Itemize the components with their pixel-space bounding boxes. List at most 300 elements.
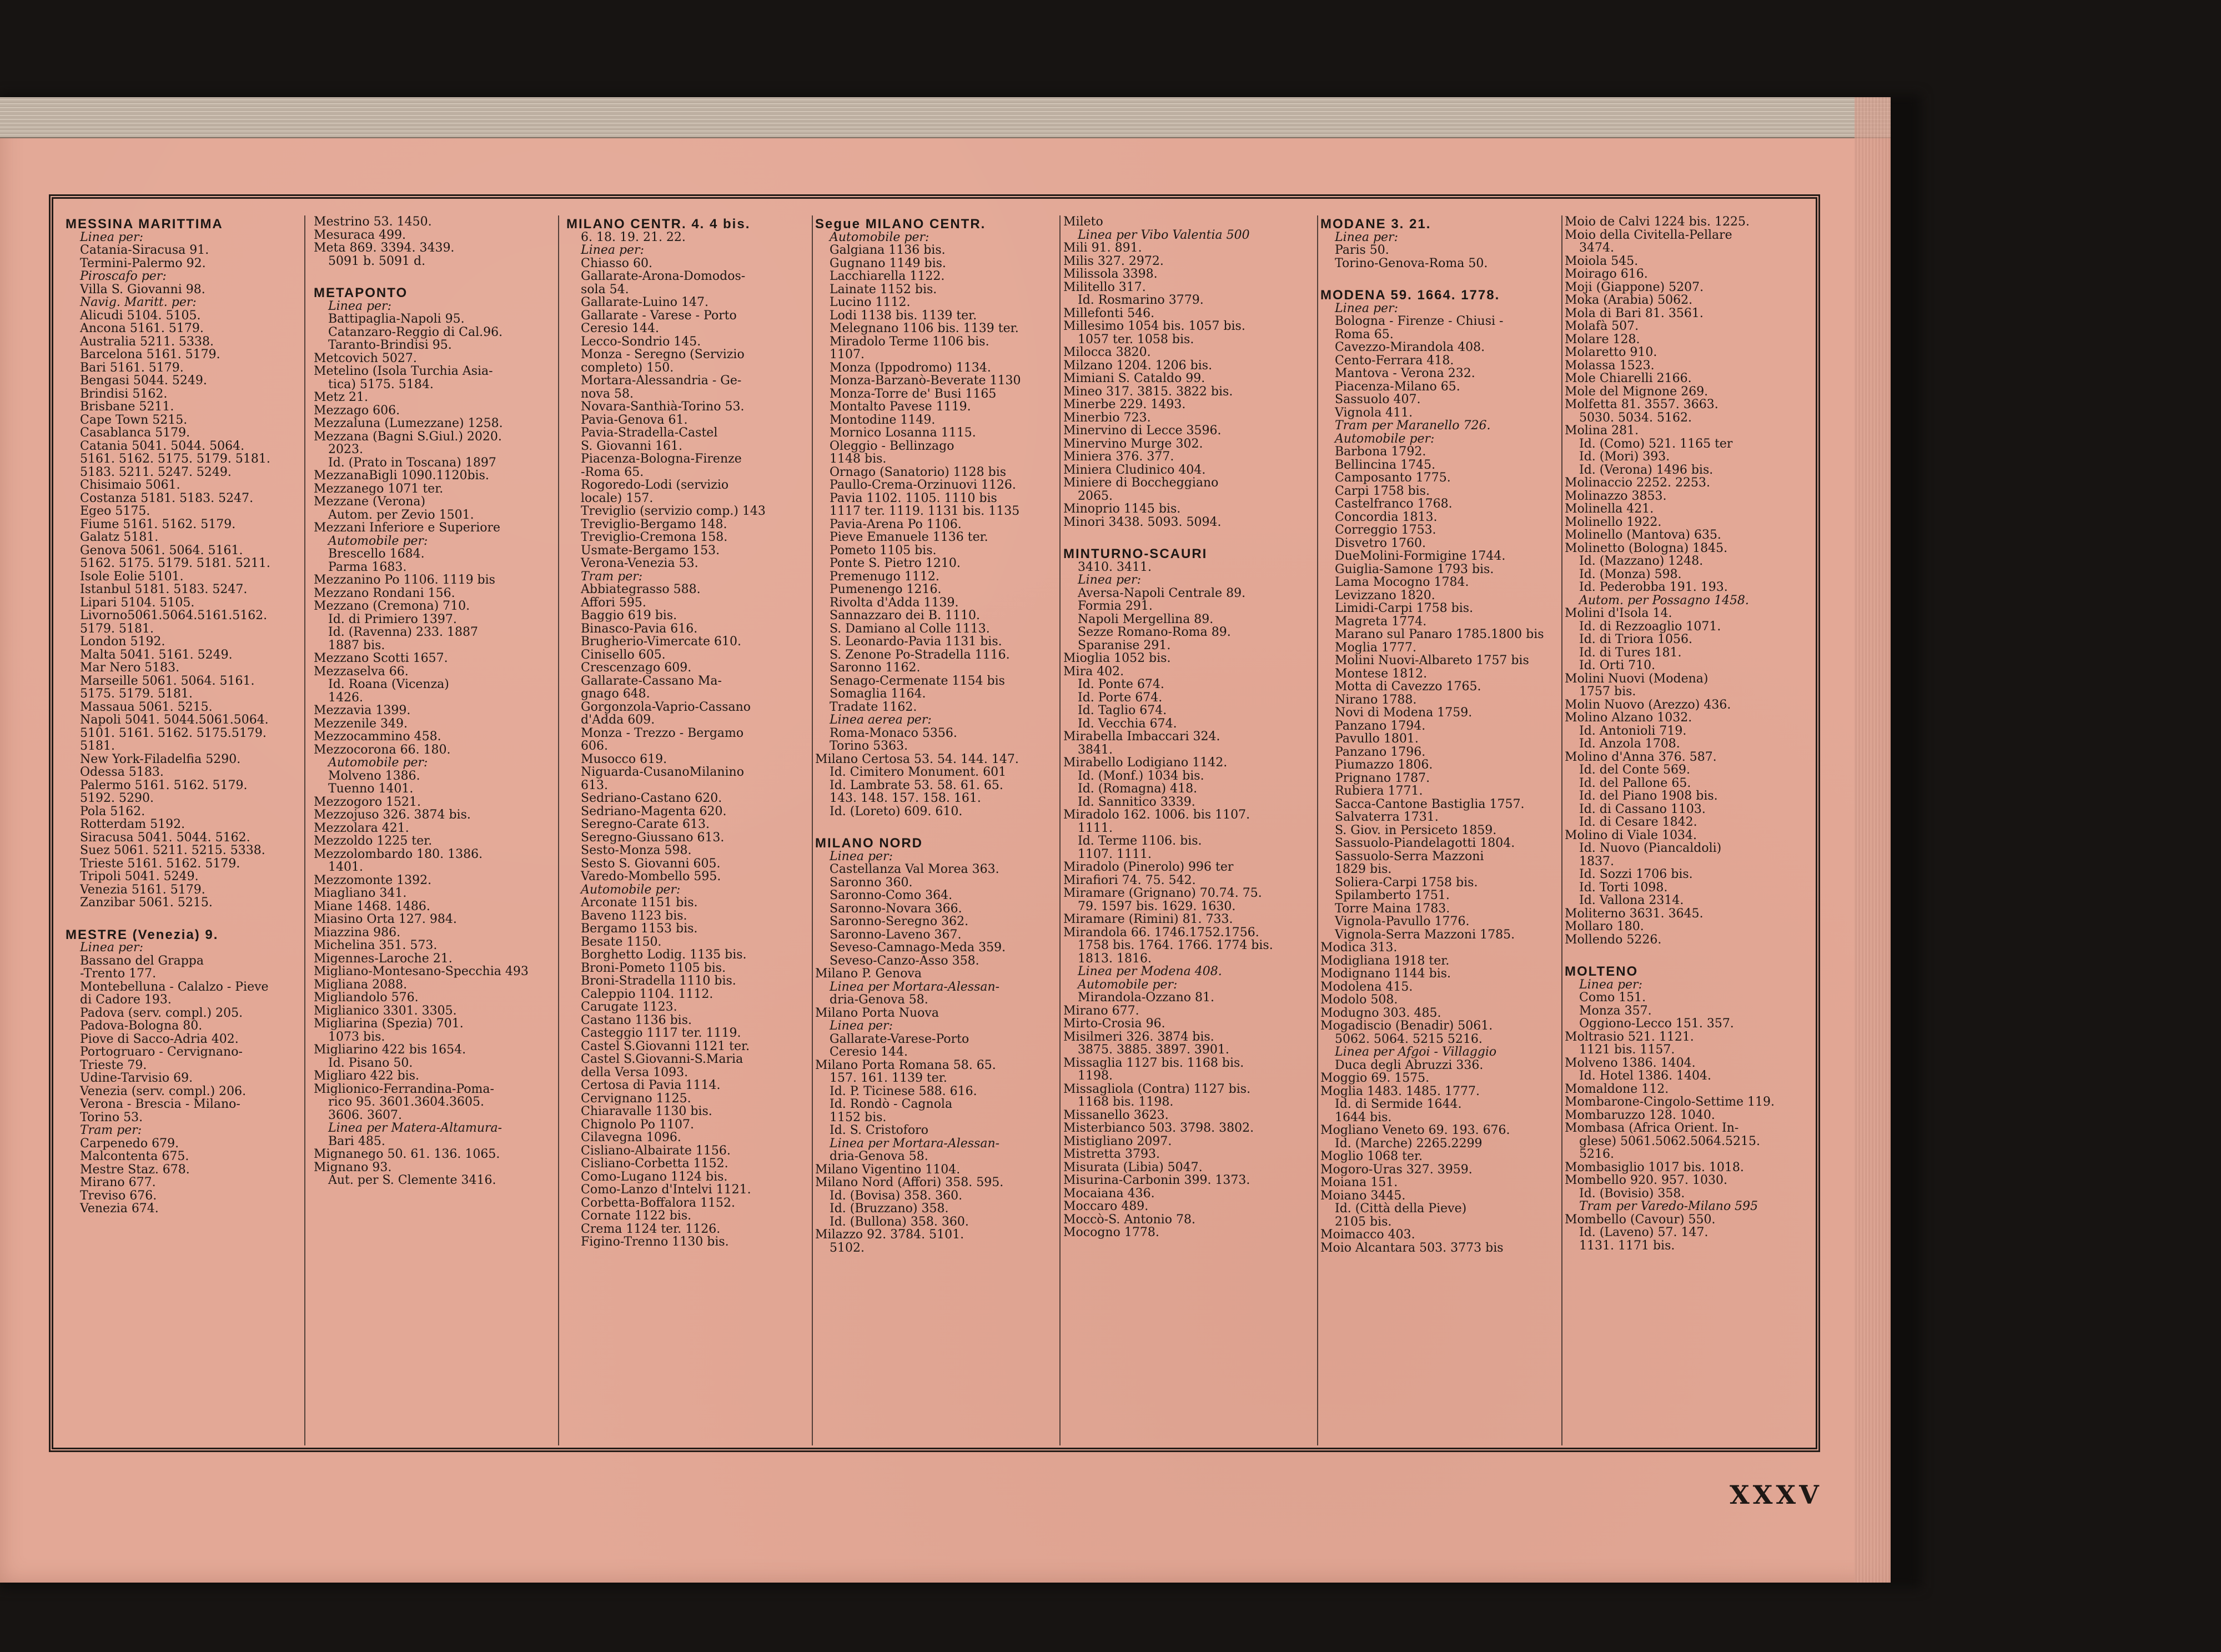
index-entry: Misilmeri 326. 3874 bis. [1063,1030,1214,1043]
index-entry: Cilavegna 1096. [581,1131,681,1144]
index-entry: Id. di Primiero 1397. [328,612,457,626]
index-entry: Saronno 1162. [830,661,921,675]
index-entry: 1121 bis. 1157. [1579,1043,1675,1057]
index-entry: Novi di Modena 1759. [1335,706,1473,720]
index-entry: Padova (serv. compl.) 205. [80,1006,243,1020]
index-entry: Carugate 1123. [581,1001,677,1014]
service-label: Linea per: [830,1020,893,1033]
index-entry: Piacenza-Bologna-Firenze [581,453,742,466]
index-entry: Migliano-Montesano-Specchia 493 [314,965,529,978]
index-entry: Sassuolo-Serra Mazzoni [1335,850,1484,863]
index-entry: Livorno5061.5064.5161.5162. [80,609,268,622]
station-heading: MESTRE (Venezia) 9. [66,928,219,941]
index-entry: Molafà 507. [1565,320,1639,333]
index-entry: Monza - Trezzo - Bergamo [581,726,744,740]
station-heading: Segue MILANO CENTR. [815,218,986,231]
station-heading: METAPONTO [314,287,408,300]
index-entry: Brescello 1684. [328,548,425,561]
index-entry: Moltrasio 521. 1121. [1565,1030,1694,1043]
index-entry: Molinetto (Bologna) 1845. [1565,541,1728,555]
service-label: Linea per: [1335,230,1398,244]
index-entry: London 5192. [80,635,165,649]
index-entry: Camposanto 1775. [1335,471,1451,485]
index-entry: Missanello 3623. [1063,1108,1169,1122]
index-entry: Pavia-Genova 61. [581,413,688,426]
index-entry: Mistretta 3793. [1063,1148,1160,1161]
index-entry: Mirandola 66. 1746.1752.1756. [1063,926,1259,939]
index-entry: Affori 595. [581,596,646,609]
index-entry: Spilamberto 1751. [1335,889,1450,902]
index-entry: 3606. 3607. [328,1108,402,1122]
index-entry: Crescenzago 609. [581,661,692,675]
index-entry: Mesuraca 499. [314,228,406,242]
index-entry: Premenugo 1112. [830,570,939,583]
service-label: Linea per: [80,941,143,955]
index-entry: Id. Rondò - Cagnola [830,1098,953,1111]
section-gap [314,268,552,284]
index-entry: dria-Genova 58. [830,1150,928,1163]
index-entry: Id. del Piano 1908 bis. [1579,790,1718,803]
service-label: Tram per: [80,1124,142,1137]
column-rule [1059,215,1061,1445]
index-entry: Lecco-Sondrio 145. [581,335,701,348]
index-entry: Modignano 1144 bis. [1320,967,1451,981]
index-entry: Mortara-Alessandria - Ge- [581,374,742,388]
index-entry: 1057 ter. 1058 bis. [1078,333,1194,346]
index-entry: DueMolini-Formigine 1744. [1335,550,1506,563]
index-entry: 1073 bis. [328,1030,385,1043]
index-entry: Gugnano 1149 bis. [830,257,946,270]
index-entry: Mezzani Inferiore e Superiore [314,521,501,535]
index-entry: Piumazzo 1806. [1335,759,1433,772]
index-entry: Gallarate-Varese-Porto [830,1032,969,1046]
index-entry: Id. (Monza) 598. [1579,568,1682,581]
index-entry: Miglionico-Ferrandina-Poma- [314,1082,494,1096]
index-entry: 5216. [1579,1148,1614,1161]
index-entry: Mileto [1063,215,1103,229]
index-entry: Mombello 920. 957. 1030. [1565,1174,1727,1187]
service-label: Tram per Maranello 726. [1335,419,1491,433]
service-label: Linea per: [830,850,893,863]
station-heading: MILANO CENTR. 4. 4 bis. [566,218,751,231]
index-entry: 5101. 5161. 5162. 5175.5179. [80,726,267,740]
index-entry: 1198. [1078,1069,1113,1083]
index-entry: Rotterdam 5192. [80,818,185,831]
index-entry: Ancona 5161. 5179. [80,322,204,335]
index-entry: Id. di Cassano 1103. [1579,802,1706,816]
index-entry: Moirago 616. [1565,268,1648,281]
index-entry: Verona - Brescia - Milano- [80,1098,240,1111]
index-entry: Udine-Tarvisio 69. [80,1072,193,1085]
index-entry: Chisimaio 5061. [80,479,180,492]
index-entry: Pieve Emanuele 1136 ter. [830,531,988,544]
index-entry: 1111. [1078,821,1113,835]
index-entry: Novara-Santhià-Torino 53. [581,400,745,414]
service-label: Linea per Afgoi - Villaggio [1335,1046,1497,1059]
index-entry: Arconate 1151 bis. [581,896,698,910]
index-entry: Milocca 3820. [1063,346,1151,359]
service-label: Linea per: [1335,302,1398,315]
index-entry: 1107. [830,348,865,361]
index-entry: Portogruaro - Cervignano- [80,1046,243,1059]
index-entry: Trieste 79. [80,1058,147,1072]
index-column-3 [566,215,811,1445]
index-entry: 6. 18. 19. 21. 22. [581,230,686,244]
index-entry: Isole Eolie 5101. [80,570,184,583]
index-entry: Mezzaluna (Lumezzane) 1258. [314,417,503,430]
index-entry: locale) 157. [581,491,654,505]
column-rule [1317,215,1318,1445]
index-entry: Broni-Stradella 1110 bis. [581,975,736,988]
index-entry: Modica 313. [1320,941,1398,955]
index-entry: Cinisello 605. [581,648,666,661]
index-entry: tica) 5175. 5184. [328,378,434,391]
index-entry: Id. (Mori) 393. [1579,450,1670,464]
index-entry: Minoprio 1145 bis. [1063,503,1181,516]
index-entry: Id. Sannitico 3339. [1078,795,1195,809]
index-entry: Mili 91. 891. [1063,242,1142,255]
index-entry: Michelina 351. 573. [314,939,438,952]
index-entry: Castel S.Giovanni 1121 ter. [581,1040,750,1053]
index-entry: Mogoro-Uras 327. 3959. [1320,1163,1473,1176]
index-entry: Brugherio-Vimercate 610. [581,635,741,649]
index-entry: Fiume 5161. 5162. 5179. [80,518,236,531]
index-entry: gnago 648. [581,687,650,701]
index-entry: Correggio 1753. [1335,524,1436,537]
index-entry: Levizzano 1820. [1335,589,1435,602]
index-entry: Id. S. Cristoforo [830,1124,928,1137]
index-entry: Mollaro 180. [1565,920,1644,933]
index-entry: Trieste 5161. 5162. 5179. [80,857,240,870]
index-entry: Meta 869. 3394. 3439. [314,242,455,255]
index-entry: Minerbe 229. 1493. [1063,398,1186,411]
index-entry: Cisliano-Corbetta 1152. [581,1157,728,1171]
index-entry: Catania-Siracusa 91. [80,244,209,257]
index-entry: Palermo 5161. 5162. 5179. [80,779,248,792]
index-entry: 5102. [830,1241,865,1254]
index-entry: Miradolo 162. 1006. bis 1107. [1063,809,1250,822]
index-entry: 2065. [1078,489,1113,503]
index-entry: 5161. 5162. 5175. 5179. 5181. [80,453,270,466]
index-entry: 5192. 5290. [80,792,154,805]
index-entry: Broni-Pometo 1105 bis. [581,961,726,975]
index-entry: Mirandola-Ozzano 81. [1078,991,1215,1005]
index-entry: Id. Lambrate 53. 58. 61. 65. [830,779,1003,792]
index-column-1 [66,215,299,1445]
station-heading: MESSINA MARITTIMA [66,218,223,231]
index-entry: Gallarate-Luino 147. [581,296,709,309]
index-entry: Monza - Seregno (Servizio [581,348,745,361]
index-entry: Militello 317. [1063,280,1146,294]
index-entry: Id. di Tures 181. [1579,646,1682,659]
index-entry: d'Adda 609. [581,714,655,727]
index-entry: Metcovich 5027. [314,352,417,365]
index-entry: Id. Roana (Vicenza) [328,678,449,691]
index-entry: Formia 291. [1078,600,1153,613]
index-entry: Id. (Loreto) 609. 610. [830,805,963,818]
index-entry: Tuenno 1401. [328,782,414,796]
index-entry: Montalto Pavese 1119. [830,400,971,414]
index-entry: Id. (Mazzano) 1248. [1579,555,1704,568]
index-entry: Paullo-Crema-Orzinuovi 1126. [830,479,1016,492]
index-entry: Parma 1683. [328,560,407,574]
index-entry: Venezia (serv. compl.) 206. [80,1084,247,1098]
index-entry: Catania 5041. 5044. 5064. [80,439,245,453]
index-entry: Oleggio - Bellinzago [830,439,954,453]
index-entry: Moliterno 3631. 3645. [1565,907,1704,920]
index-entry: Napoli 5041. 5044.5061.5064. [80,714,269,727]
index-entry: Galatz 5181. [80,531,159,544]
index-entry: Treviglio-Bergamo 148. [581,518,727,531]
index-entry: Id. del Conte 569. [1579,764,1690,777]
index-entry: Certosa di Pavia 1114. [581,1079,721,1092]
index-entry: Aut. per S. Clemente 3416. [328,1174,496,1187]
index-entry: Sassuolo 407. [1335,393,1421,406]
index-entry: Molare 128. [1565,333,1640,346]
index-entry: Panzano 1794. [1335,719,1426,732]
index-entry: Molini Nuovi-Albareto 1757 bis [1335,654,1529,667]
index-entry: Mezzano Rondani 156. [314,586,455,600]
index-entry: 5183. 5211. 5247. 5249. [80,465,232,479]
index-entry: -Trento 177. [80,967,157,981]
index-entry: Mirafiori 74. 75. 542. [1063,873,1196,887]
index-entry: 5181. [80,740,115,753]
index-entry: Carpi 1758 bis. [1335,484,1430,498]
index-entry: Torino 53. [80,1111,143,1124]
index-entry: Saronno-Seregno 362. [830,915,969,928]
service-label: Automobile per: [581,883,681,896]
station-heading: MINTURNO-SCAURI [1063,548,1208,561]
index-entry: Crema 1124 ter. 1126. [581,1222,721,1236]
index-entry: Vignola-Pavullo 1776. [1335,915,1470,928]
index-entry: Id. Cimitero Monument. 601 [830,766,1007,779]
index-entry: Mombarone-Cingolo-Settime 119. [1565,1096,1775,1109]
index-entry: Modigliana 1918 ter. [1320,954,1450,967]
service-label: Linea per Mortara-Alessan- [830,1137,1000,1150]
index-entry: Mole del Mignone 269. [1565,385,1709,398]
index-entry: Minervino Murge 302. [1063,437,1203,450]
index-entry: Milzano 1204. 1206 bis. [1063,359,1213,372]
index-entry: Missaglia 1127 bis. 1168 bis. [1063,1056,1244,1069]
index-entry: Treviso 676. [80,1189,157,1202]
index-entry: Id. (Bovisio) 358. [1579,1187,1685,1200]
index-entry: Moglia 1483. 1485. 1777. [1320,1084,1480,1098]
index-entry: Battipaglia-Napoli 95. [328,313,465,326]
service-label: Linea per Vibo Valentia 500 [1078,228,1250,242]
index-entry: Mola di Bari 81. 3561. [1565,307,1704,320]
index-entry: Mezzanino Po 1106. 1119 bis [314,574,495,587]
index-entry: Borghetto Lodig. 1135 bis. [581,948,747,962]
index-entry: Rubiera 1771. [1335,785,1423,798]
index-entry: Molaretto 910. [1565,346,1657,359]
index-entry: Molinaccio 2252. 2253. [1565,476,1711,490]
index-entry: glese) 5061.5062.5064.5215. [1579,1134,1760,1148]
index-entry: 1168 bis. 1198. [1078,1096,1174,1109]
index-entry: Id. (Verona) 1496 bis. [1579,463,1714,476]
index-entry: Treviglio (servizio comp.) 143 [581,505,766,518]
index-entry: Bologna - Firenze - Chiusi - [1335,315,1504,328]
index-entry: Chiasso 60. [581,257,652,270]
index-entry: Mirabella Imbaccari 324. [1063,730,1220,744]
index-entry: Castellanza Val Morea 363. [830,863,999,876]
index-entry: Somaglia 1164. [830,687,926,701]
index-column-2 [314,215,552,1445]
index-entry: Sacca-Cantone Bastiglia 1757. [1335,797,1525,811]
index-entry: Mignanego 50. 61. 136. 1065. [314,1148,500,1161]
index-entry: Miniera Cludinico 404. [1063,463,1206,476]
index-entry: Pavia-Stradella-Castel [581,426,718,440]
index-entry: Torino 5363. [830,740,908,753]
index-entry: Id. di Cesare 1842. [1579,816,1697,829]
index-entry: Mogadiscio (Benadir) 5061. [1320,1020,1493,1033]
index-entry: Venezia 5161. 5179. [80,883,205,896]
section-gap [66,910,299,926]
station-heading: MILANO NORD [815,837,923,850]
index-entry: Mezzomonte 1392. [314,873,432,887]
index-entry: Chignolo Po 1107. [581,1118,694,1131]
index-entry: 613. [581,779,608,792]
service-label: Automobile per: [1078,978,1178,991]
index-entry: Montodine 1149. [830,413,936,426]
index-entry: Corbetta-Boffalora 1152. [581,1196,735,1209]
index-entry: 1131. 1171 bis. [1579,1239,1675,1252]
service-label: Linea per: [80,230,143,244]
index-entry: Modugno 303. 485. [1320,1006,1441,1020]
index-entry: Metz 21. [314,391,368,404]
index-entry: Misterbianco 503. 3798. 3802. [1063,1122,1254,1135]
index-entry: della Versa 1093. [581,1066,689,1079]
index-entry: Molassa 1523. [1565,359,1655,372]
index-entry: Monza-Barzanò-Beverate 1130 [830,374,1021,388]
index-entry: Usmate-Bergamo 153. [581,544,720,557]
index-entry: Besate 1150. [581,935,662,948]
index-entry: Istanbul 5181. 5183. 5247. [80,583,248,596]
index-entry: Cisliano-Albairate 1156. [581,1144,731,1157]
service-label: Automobile per: [1335,432,1435,445]
index-entry: Monza (Ippodromo) 1134. [830,361,991,374]
section-gap [815,818,1057,835]
index-entry: Moiana 151. [1320,1176,1398,1189]
index-entry: Mezzocorona 66. 180. [314,743,451,756]
index-entry: Torre Maina 1783. [1335,902,1450,915]
index-entry: Mistigliano 2097. [1063,1134,1172,1148]
index-entry: Milano Nord (Affori) 358. 595. [815,1176,1004,1189]
index-entry: Moio Alcantara 503. 3773 bis [1320,1241,1504,1254]
index-entry: Id. (Laveno) 57. 147. [1579,1226,1709,1239]
index-entry: Mira 402. [1063,665,1124,678]
index-entry: Saronno-Laveno 367. [830,928,962,941]
index-entry: Molino di Viale 1034. [1565,828,1697,842]
index-entry: Miagliano 341. [314,887,407,900]
index-entry: Aversa-Napoli Centrale 89. [1078,586,1246,600]
index-entry: Soliera-Carpi 1758 bis. [1335,876,1478,889]
index-entry: Barcelona 5161. 5179. [80,348,220,361]
index-entry: Mollendo 5226. [1565,933,1662,946]
index-entry: Cavezzo-Mirandola 408. [1335,341,1485,354]
service-label: Linea per: [1579,978,1642,991]
index-entry: Mineo 317. 3815. 3822 bis. [1063,385,1233,398]
index-entry: Id. Porte 674. [1078,691,1163,704]
index-entry: S. Damiano al Colle 1113. [830,622,990,635]
index-entry: Melegnano 1106 bis. 1139 ter. [830,322,1019,335]
index-entry: Molino Alzano 1032. [1565,711,1692,725]
index-entry: 143. 148. 157. 158. 161. [830,792,981,805]
index-entry: Sedriano-Magenta 620. [581,805,727,818]
index-entry: Seveso-Camnago-Meda 359. [830,941,1006,955]
index-column-4 [815,215,1057,1445]
index-entry: 1644 bis. [1335,1111,1392,1124]
index-entry: Molveno 1386. 1404. [1565,1056,1696,1069]
index-entry: Bari 485. [328,1134,385,1148]
index-entry: Como-Lanzo d'Intelvi 1121. [581,1183,751,1197]
index-entry: Lainate 1152 bis. [830,283,937,296]
index-entry: Milis 327. 2972. [1063,254,1164,268]
index-entry: Miazzina 986. [314,926,401,939]
index-entry: Mioglia 1052 bis. [1063,652,1171,665]
service-label: Navig. Maritt. per: [80,296,197,309]
index-entry: Moka (Arabia) 5062. [1565,294,1693,307]
index-entry: Mestre Staz. 678. [80,1163,190,1176]
service-label: Automobile per: [328,534,428,548]
index-entry: Gallarate - Varese - Porto [581,309,737,322]
index-entry: Bellincina 1745. [1335,458,1436,471]
station-heading: MODANE 3. 21. [1320,218,1431,231]
index-entry: Migliandolo 576. [314,991,419,1005]
index-entry: Mombaruzzo 128. 1040. [1565,1108,1715,1122]
index-entry: Moccò-S. Antonio 78. [1063,1213,1195,1226]
service-label: Linea per Mortara-Alessan- [830,980,1000,993]
index-entry: Prignano 1787. [1335,771,1430,785]
index-entry: Mezzogoro 1521. [314,795,421,809]
index-entry: 3474. [1579,242,1614,255]
index-entry: Pavia 1102. 1105. 1110 bis [830,491,997,505]
index-entry: 5179. 5181. [80,622,154,635]
index-entry: Massaua 5061. 5215. [80,700,213,714]
index-entry: Montese 1812. [1335,667,1428,680]
index-entry: completo) 150. [581,361,674,374]
index-entry: Salvaterra 1731. [1335,811,1439,824]
index-entry: Marano sul Panaro 1785.1800 bis [1335,628,1544,641]
index-entry: 5162. 5175. 5179. 5181. 5211. [80,557,270,570]
index-entry: Miasino Orta 127. 984. [314,913,457,926]
index-entry: Padova-Bologna 80. [80,1020,203,1033]
index-entry: 3410. 3411. [1078,560,1152,574]
index-entry: Australia 5211. 5338. [80,335,214,348]
index-entry: Id. Sozzi 1706 bis. [1579,868,1693,881]
index-entry: Lipari 5104. 5105. [80,596,195,609]
index-entry: Vignola 411. [1335,406,1413,419]
index-entry: Como 151. [1579,991,1646,1005]
index-column-6 [1320,215,1559,1445]
index-entry: Seregno-Carate 613. [581,818,710,831]
index-entry: Rogoredo-Lodi (servizio [581,479,729,492]
index-entry: Mombasiglio 1017 bis. 1018. [1565,1161,1744,1174]
index-entry: Mezzanego 1071 ter. [314,482,444,495]
index-entry: Milazzo 92. 3784. 5101. [815,1228,964,1242]
service-label: Tram per Varedo-Milano 595 [1579,1200,1758,1213]
index-column-5 [1063,215,1316,1445]
index-entry: -Roma 65. [581,465,644,479]
index-entry: Id. Vecchia 674. [1078,717,1177,730]
index-entry: Gorgonzola-Vaprio-Cassano [581,700,751,714]
index-entry: Pavia-Arena Po 1106. [830,518,962,531]
index-entry: Taranto-Brindisi 95. [328,339,452,352]
index-entry: Id. del Pallone 65. [1579,776,1691,790]
index-entry: Gallarate-Arona-Domodos- [581,270,746,283]
index-entry: Seregno-Giussano 613. [581,831,725,844]
index-entry: Id. Terme 1106. bis. [1078,835,1202,848]
index-entry: Mezzocammino 458. [314,730,441,744]
